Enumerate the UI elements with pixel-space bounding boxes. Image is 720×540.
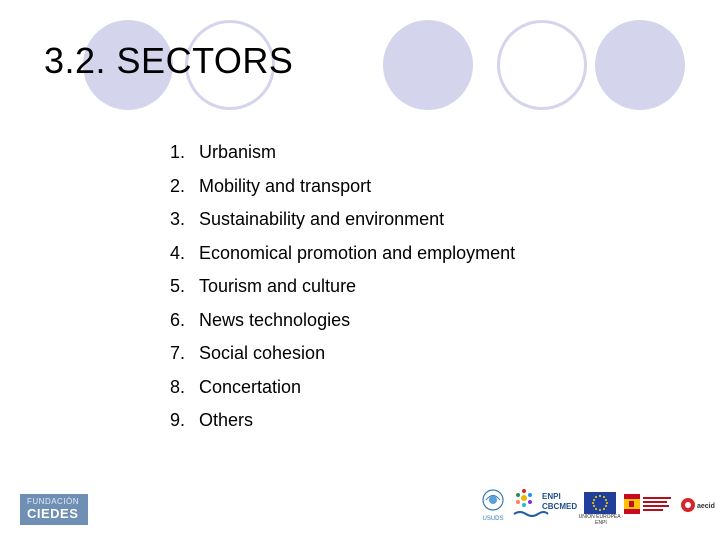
list-item — [170, 175, 515, 209]
list-item — [170, 275, 515, 309]
enpi-logo-line2: CBCMED — [542, 502, 578, 511]
item-label: Concertation — [199, 376, 302, 397]
item-number: 4. — [170, 242, 186, 263]
item-number: 1. — [170, 142, 186, 162]
list-item — [170, 141, 515, 175]
item-label: Sustainability and environment — [199, 209, 445, 229]
enpi-logo-line1: ENPI — [542, 492, 561, 501]
spain-government-logo — [624, 492, 674, 516]
list-item — [170, 208, 515, 242]
list-item — [170, 242, 515, 276]
enpi-cbcmed-logo — [512, 487, 586, 523]
item-number: 3. — [170, 209, 186, 229]
eu-flag-icon — [584, 492, 616, 514]
ciedes-logo-line1: FUNDACIÓN — [27, 497, 80, 506]
usuds-logo — [478, 487, 508, 523]
sector-list — [170, 141, 515, 443]
list-item — [170, 409, 515, 443]
ciedes-logo-line2: CIEDES — [27, 506, 79, 521]
item-number: 5. — [170, 276, 186, 296]
item-label: Tourism and culture — [199, 276, 357, 296]
partner-logos — [474, 484, 714, 526]
item-label: Economical promotion and employment — [199, 242, 516, 263]
item-number: 9. — [170, 410, 186, 430]
aecid-logo-text: aecid — [697, 503, 715, 510]
aecid-logo — [680, 494, 716, 516]
ciedes-logo — [20, 494, 88, 525]
decor-circle-2 — [383, 20, 473, 110]
list-item — [170, 342, 515, 376]
slide-title: 3.2. SECTORS — [44, 40, 294, 81]
item-number: 6. — [170, 309, 186, 330]
item-label: Social cohesion — [199, 343, 326, 363]
usuds-logo-text: USUDS — [482, 516, 504, 522]
item-label: Mobility and transport — [199, 175, 372, 196]
enpi-star-icon — [516, 489, 532, 507]
item-label: Others — [199, 410, 254, 430]
item-number: 7. — [170, 343, 186, 363]
list-item — [170, 376, 515, 410]
item-label: Urbanism — [199, 142, 277, 162]
item-number: 2. — [170, 175, 186, 196]
item-label: News technologies — [199, 309, 351, 330]
eu-caption: UNIÓN EUROPEA · ENPI — [578, 514, 624, 526]
decor-circle-3 — [595, 20, 685, 110]
item-number: 8. — [170, 376, 186, 397]
list-item — [170, 309, 515, 343]
decor-ring-2 — [497, 20, 587, 110]
